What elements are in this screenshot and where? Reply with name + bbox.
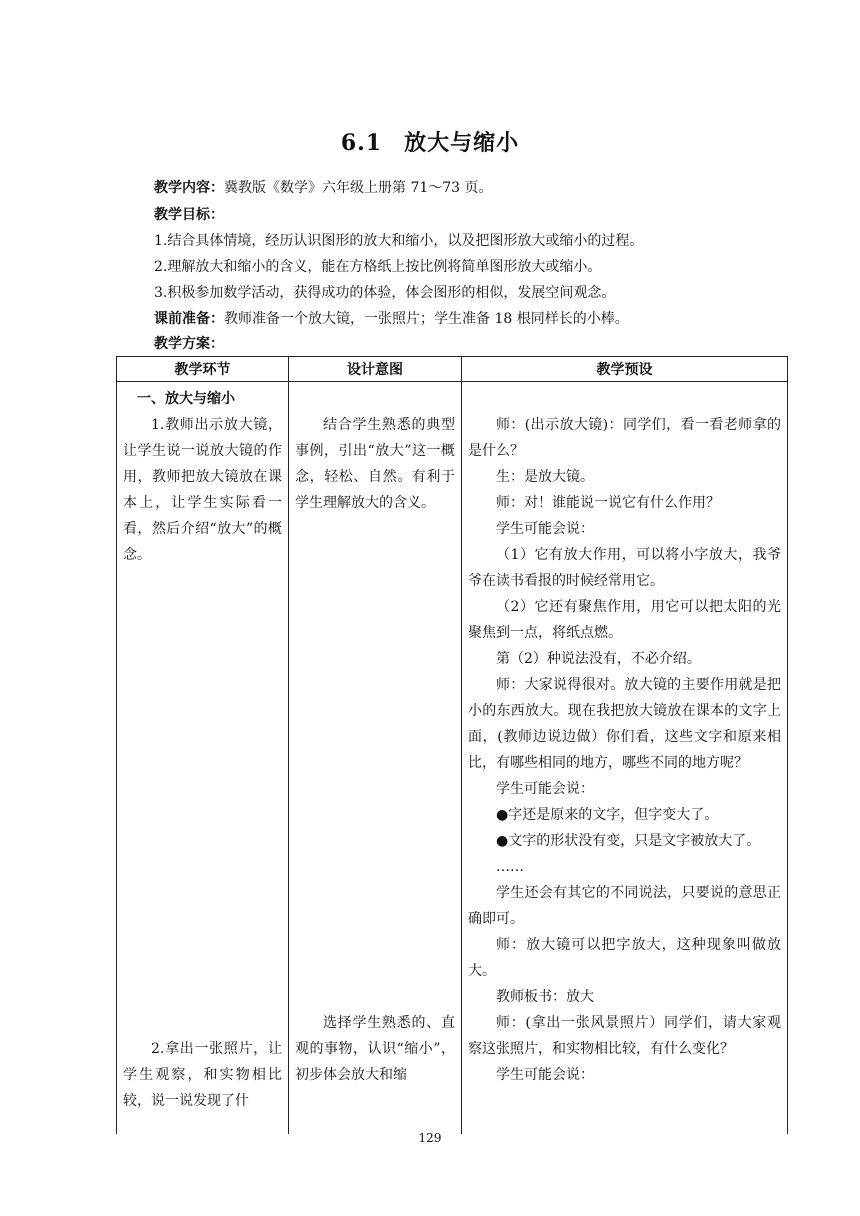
plan-paragraph: 生：是放大镜。 <box>496 469 594 485</box>
title-number: 6.1 <box>340 130 383 156</box>
plan-paragraph: 学生可能会说： <box>496 781 594 797</box>
plan-paragraph: （1）它有放大作用，可以将小字放大，我爷爷在读书看报的时候经常用它。 <box>468 547 781 589</box>
teaching-plan-table <box>116 356 788 1134</box>
plan-paragraph: 师：对！谁能说一说它有什么作用？ <box>496 495 720 511</box>
plan-paragraph: 学生可能会说： <box>496 1067 594 1083</box>
intent-paragraph: 结合学生熟悉的典型事例，引出“放大”这一概念，轻松、自然。有利于学生理解放大的含义。 <box>295 417 455 511</box>
content-line <box>154 179 493 197</box>
intent-cell <box>289 382 462 1135</box>
prep-value: 教师准备一个放大镜，一张照片；学生准备 18 根同样长的小棒。 <box>224 311 629 327</box>
plan-paragraph: 教师板书：放大 <box>496 989 594 1005</box>
plan-paragraph: 师：(出示放大镜)：同学们，看一看老师拿的是什么？ <box>468 417 781 459</box>
plan-paragraph: ●文字的形状没有变，只是文字被放大了。 <box>496 833 761 849</box>
page-title <box>0 126 860 157</box>
goal-item-3: 3.积极参加数学活动，获得成功的体验，体会图形的相似，发展空间观念。 <box>154 285 616 301</box>
plan-paragraph: 学生可能会说： <box>496 521 594 537</box>
step-paragraph: 1.教师出示放大镜，让学生说一说放大镜的作用，教师把放大镜放在课本上，让学生实际看一看，然后介绍“放大”的概念。 <box>123 417 282 563</box>
prep-label: 课前准备： <box>154 311 224 327</box>
plan-paragraph: ●字还是原来的文字，但字变大了。 <box>496 807 719 823</box>
title-text: 放大与缩小 <box>404 130 520 156</box>
header-design-intent: 设计意图 <box>289 357 462 382</box>
plan-paragraph: 学生还会有其它的不同说法，只要说的意思正确即可。 <box>468 885 781 927</box>
plan-paragraph: …… <box>496 859 524 875</box>
step-cell <box>117 382 289 1135</box>
plan-paragraph: 第（2）种说法没有，不必介绍。 <box>496 651 701 667</box>
table-header-row <box>117 357 788 382</box>
table-row <box>117 382 788 1135</box>
plan-paragraph: 师：大家说得很对。放大镜的主要作用就是把小的东西放大。现在我把放大镜放在课本的文字上面，(教师边说边做）你们看，这些文字和原来相比，有哪些相同的地方，哪些不同的地方呢？ <box>468 677 781 771</box>
content-value: 冀教版《数学》六年级上册第 71～73 页。 <box>224 180 493 196</box>
header-teaching-step: 教学环节 <box>117 357 289 382</box>
goal-item-1: 1.结合具体情境，经历认识图形的放大和缩小，以及把图形放大或缩小的过程。 <box>154 233 644 249</box>
content-label: 教学内容： <box>154 180 224 196</box>
plan-paragraph: 师：放大镜可以把字放大，这种现象叫做放大。 <box>468 937 781 979</box>
step-paragraph: 2.拿出一张照片，让学生观察，和实物相比较，说一说发现了什 <box>123 1041 282 1109</box>
section-heading: 一、放大与缩小 <box>137 391 235 407</box>
plan-label: 教学方案： <box>154 336 224 352</box>
plan-paragraph: 师：(拿出一张风景照片）同学们，请大家观察这张照片，和实物相比较，有什么变化？ <box>468 1015 781 1057</box>
plan-cell <box>462 382 788 1135</box>
plan-paragraph: （2）它还有聚焦作用，用它可以把太阳的光聚焦到一点，将纸点燃。 <box>468 599 781 641</box>
intent-paragraph: 选择学生熟悉的、直观的事物，认识“缩小”，初步体会放大和缩 <box>295 1015 455 1083</box>
goals-label: 教学目标： <box>154 207 224 223</box>
prep-line <box>154 310 629 328</box>
goal-item-2: 2.理解放大和缩小的含义，能在方格纸上按比例将简单图形放大或缩小。 <box>154 259 602 275</box>
header-teaching-plan: 教学预设 <box>462 357 788 382</box>
page-number: 129 <box>418 1131 442 1145</box>
